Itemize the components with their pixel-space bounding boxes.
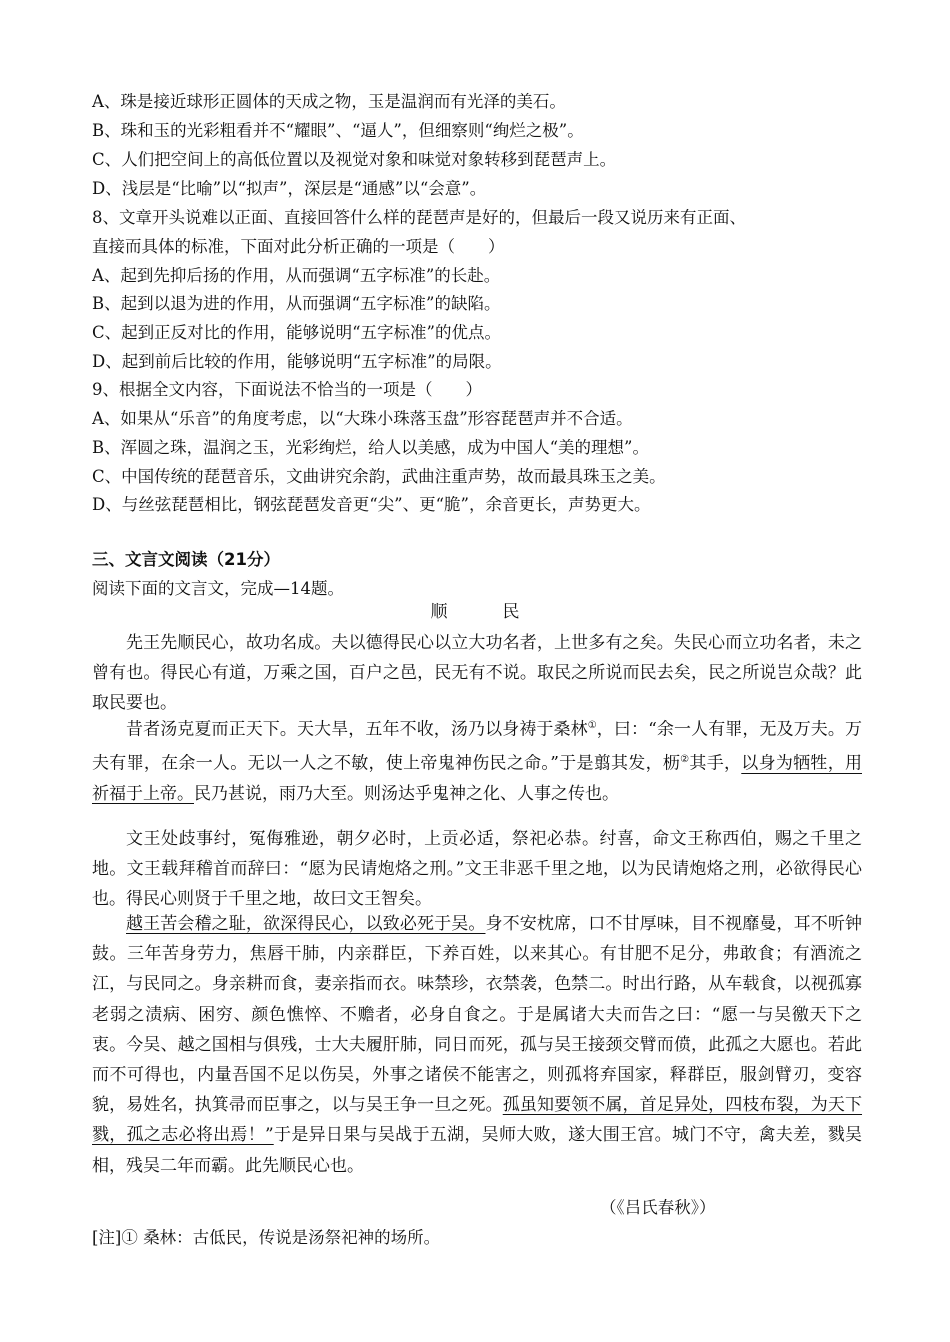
footnote-ref-2: ② (680, 753, 690, 765)
question-8-line1: 8、文章开头说难以正面、直接回答什么样的琵琶声是好的，但最后一段又说历来有正面、 (92, 208, 746, 227)
option-9c: C、中国传统的琵琶音乐，文曲讲究余韵，武曲注重声势，故而最具珠玉之美。 (92, 467, 666, 486)
option-8a: A、起到先抑后扬的作用，从而强调“五字标准”的长赴。 (92, 266, 501, 285)
paragraph-3: 文王处歧事纣，冤侮雅逊，朝夕必时，上贡必适，祭祀必恭。纣喜，命文王称西伯，赐之千里之地。文王载拜稽首而辞曰：“愿为民请炮烙之刑。”文王非恶千里之地，以为民请炮烙之刑，必欲得民心也。得民心则贤于千里之地，故曰文王智矣。 (92, 829, 862, 910)
instruction: 阅读下面的文言文，完成—14题。 (92, 579, 344, 598)
underlined-sentence-2: 越王苦会稽之耻，欲深得民心，以致必死于吴。 (126, 914, 486, 934)
underlined-sentence-3: 孤虽知要领不属，首足异处，四枝布裂，为天下戮，孤之志必将出焉！” (92, 1095, 863, 1146)
option-9a: A、如果从“乐音”的角度考虑，以“大珠小珠落玉盘”形容琵琶声并不合适。 (92, 409, 633, 428)
question-9: 9、根据全文内容，下面说法不恰当的一项是（ ） (92, 380, 482, 399)
option-7c: C、人们把空间上的高低位置以及视觉对象和味觉对象转移到琵琶声上。 (92, 150, 617, 169)
footnote-ref-1: ① (587, 720, 597, 731)
option-7d: D、浅层是“比喻”以“拟声”，深层是“通感”以“会意”。 (92, 179, 487, 198)
option-8b: B、起到以退为进的作用，从而强调“五字标准”的缺陷。 (92, 294, 501, 313)
source-citation: （《吕氏春秋》） (600, 1198, 716, 1217)
option-7b: B、珠和玉的光彩粗看并不“耀眼”、“逼人”，但细察则“绚烂之极”。 (92, 121, 584, 140)
passage-title: 顺民 (430, 602, 575, 622)
paragraph-2-text-d: 民乃甚说，雨乃大至。则汤达乎鬼神之化、人事之传也。 (194, 783, 619, 804)
paragraph-4-text-b: 于是异日果与吴战于五湖，吴师大败，遂大围王宫。城门不守，禽夫差，戮吴相，残吴二年而霸。此先顺民心也。 (92, 1125, 862, 1176)
paragraph-2-text-b: ，曰：“余一人有罪，无及万夫。万夫有罪，在余一人。无以一人之不敏，使上帝鬼神伤民之命。”于是翦其发，枥 (92, 719, 862, 774)
section-heading: 三、文言文阅读（21分） (92, 550, 280, 569)
paragraph-4-text-a: 身不安枕席，口不甘厚味，目不视靡曼，耳不听钟鼓。三年苦身劳力，焦唇干肺，内亲群臣，下养百姓，以来其心。有甘肥不足分，弗敢食；有酒流之江，与民同之。身亲耕而食，妻亲指而衣。味禁珍，衣禁袭，色禁二。时出行路，从车载食，以视孤寡老弱之渍病、困穷、颜色憔悴、不赡者，必身自食之。于是属诸大夫而告之曰：“愿一与吴徼天下之衷。今吴、越之国相与俱残，士大夫履肝肺，同日而死，孤与吴王接颈交臂而偾，此孤之大愿也。若此而不可得也，内量吾国不足以伤吴，外事之诸侯不能害之，则孤将弃国家，释群臣，服剑臂刃，变容貌，易姓名，执箕帚而臣事之，以与吴王争一旦之死。 (92, 914, 862, 1116)
paragraph-2-text-a: 昔者汤克夏而正天下。天大旱，五年不收，汤乃以身祷于桑林 (126, 719, 588, 740)
option-9b: B、浑圆之珠，温润之玉，光彩绚烂，给人以美感，成为中国人“美的理想”。 (92, 438, 649, 457)
annotation-note: [注]① 桑林：古低民，传说是汤祭祀神的场所。 (92, 1228, 441, 1247)
paragraph-1: 先王先顺民心，故功名成。夫以德得民心以立大功名者，上世多有之矣。失民心而立功名者，未之曾有也。得民心有道，万乘之国，百户之邑，民无有不说。取民之所说而民去矣，民之所说岂众哉？此取民要也。 (92, 633, 862, 714)
paragraph-2-text-c: 其手， (689, 753, 742, 774)
option-9d: D、与丝弦琵琶相比，钢弦琵琶发音更“尖”、更“脆”，余音更长，声势更大。 (92, 495, 651, 514)
paragraph-4 (92, 909, 862, 1181)
paragraph-2 (92, 711, 862, 809)
option-8c: C、起到正反对比的作用，能够说明“五字标准”的优点。 (92, 323, 501, 342)
question-8-line2: 直接而具体的标准，下面对此分析正确的一项是（ ） (92, 237, 505, 256)
option-7a: A、珠是接近球形正圆体的天成之物，玉是温润而有光泽的美石。 (92, 92, 566, 111)
option-8d: D、起到前后比较的作用，能够说明“五字标准”的局限。 (92, 352, 502, 371)
underlined-sentence-1: 以身为牺牲，用祈福于上帝。 (92, 753, 862, 804)
